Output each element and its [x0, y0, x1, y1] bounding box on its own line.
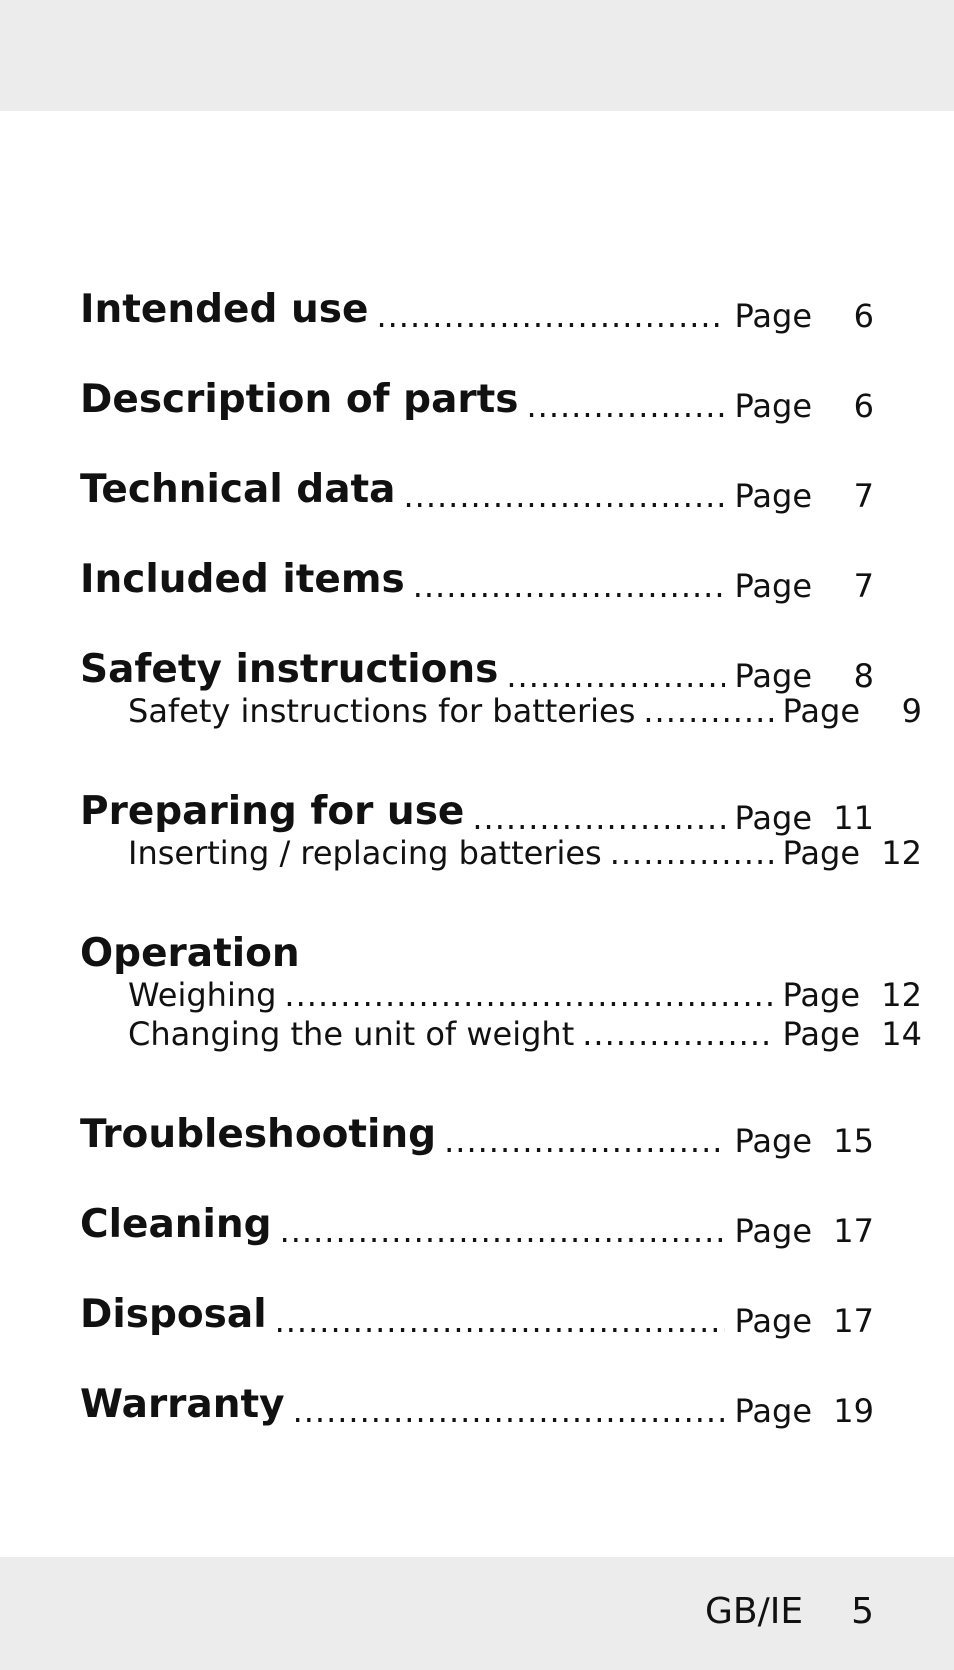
page-word: Page [782, 834, 860, 872]
page-number: 7 [853, 477, 874, 515]
page-number: 12 [881, 834, 922, 872]
page-number: 15 [833, 1122, 874, 1160]
page-number: 19 [833, 1392, 874, 1430]
toc-subentry-changing-unit[interactable] [80, 1015, 922, 1054]
page-number: 12 [881, 976, 922, 1014]
dot-leader [403, 466, 724, 526]
page-number: 7 [853, 567, 874, 605]
toc-entry-troubleshooting[interactable] [80, 1105, 874, 1195]
toc-subentry-title: Weighing [128, 976, 277, 1014]
toc-subentry-inserting-batteries[interactable] [80, 834, 922, 873]
page-number: 14 [881, 1015, 922, 1053]
toc-entry-title: Disposal [80, 1292, 267, 1337]
page-word: Page [782, 692, 860, 730]
page-word: Page [782, 976, 860, 1014]
dot-leader [376, 286, 724, 346]
page-word: Page [734, 477, 812, 515]
toc-entry-included-items[interactable] [80, 550, 874, 640]
page-number: 6 [853, 297, 874, 335]
page-word: Page [734, 387, 812, 425]
page-number: 9 [901, 692, 922, 730]
dot-leader [284, 976, 772, 1015]
page-word: Page [734, 1302, 812, 1340]
page-number: 17 [833, 1302, 874, 1340]
toc-group-preparing-for-use [80, 782, 922, 873]
dot-leader [275, 1291, 725, 1351]
page-word: Page [734, 657, 812, 695]
page-number: 8 [853, 657, 874, 695]
toc-entry-title: Safety instructions [80, 647, 499, 692]
page-word: Page [734, 297, 812, 335]
toc-entry-title: Preparing for use [80, 789, 465, 834]
toc-entry-title: Troubleshooting [80, 1112, 437, 1157]
toc-entry-cleaning[interactable] [80, 1195, 874, 1285]
table-of-contents [80, 280, 922, 1465]
footer-region-label: GB/IE [705, 1591, 804, 1632]
dot-leader [526, 376, 724, 436]
page-number: 11 [833, 799, 874, 837]
toc-entry-technical-data[interactable] [80, 460, 874, 550]
toc-entry-safety-instructions[interactable] [80, 640, 874, 695]
toc-entry-description-of-parts[interactable] [80, 370, 874, 460]
page-word: Page [782, 1015, 860, 1053]
top-margin-band [0, 0, 954, 111]
toc-subentry-safety-batteries[interactable] [80, 692, 922, 731]
page-word: Page [734, 1122, 812, 1160]
toc-entry-preparing-for-use[interactable] [80, 782, 874, 837]
page-word: Page [734, 567, 812, 605]
page-word: Page [734, 799, 812, 837]
toc-entry-title: Intended use [80, 287, 369, 332]
dot-leader [610, 834, 773, 873]
toc-entry-title: Description of parts [80, 377, 519, 422]
dot-leader [444, 1111, 724, 1171]
page-footer [705, 1590, 874, 1634]
dot-leader [293, 1381, 725, 1441]
toc-entry-warranty[interactable] [80, 1375, 874, 1465]
dot-leader [643, 692, 772, 731]
toc-group-safety-instructions [80, 640, 922, 731]
toc-entry-intended-use[interactable] [80, 280, 874, 370]
toc-subentry-title: Changing the unit of weight [128, 1015, 575, 1053]
toc-entry-title: Included items [80, 557, 405, 602]
toc-entry-operation[interactable] [80, 924, 874, 976]
toc-subentry-title: Inserting / replacing batteries [128, 834, 602, 872]
toc-entry-title: Cleaning [80, 1202, 272, 1247]
footer-page-number: 5 [851, 1591, 874, 1632]
toc-subentry-title: Safety instructions for batteries [128, 692, 636, 730]
dot-leader [280, 1201, 725, 1261]
toc-subentry-weighing[interactable] [80, 976, 922, 1015]
toc-entry-title: Warranty [80, 1382, 285, 1427]
page-word: Page [734, 1212, 812, 1250]
page-number: 6 [853, 387, 874, 425]
dot-leader [582, 1015, 772, 1054]
dot-leader [413, 556, 725, 616]
toc-entry-title: Technical data [80, 467, 396, 512]
page-word: Page [734, 1392, 812, 1430]
toc-group-operation [80, 924, 922, 1054]
toc-entry-disposal[interactable] [80, 1285, 874, 1375]
page-number: 17 [833, 1212, 874, 1250]
toc-entry-title: Operation [80, 931, 300, 976]
